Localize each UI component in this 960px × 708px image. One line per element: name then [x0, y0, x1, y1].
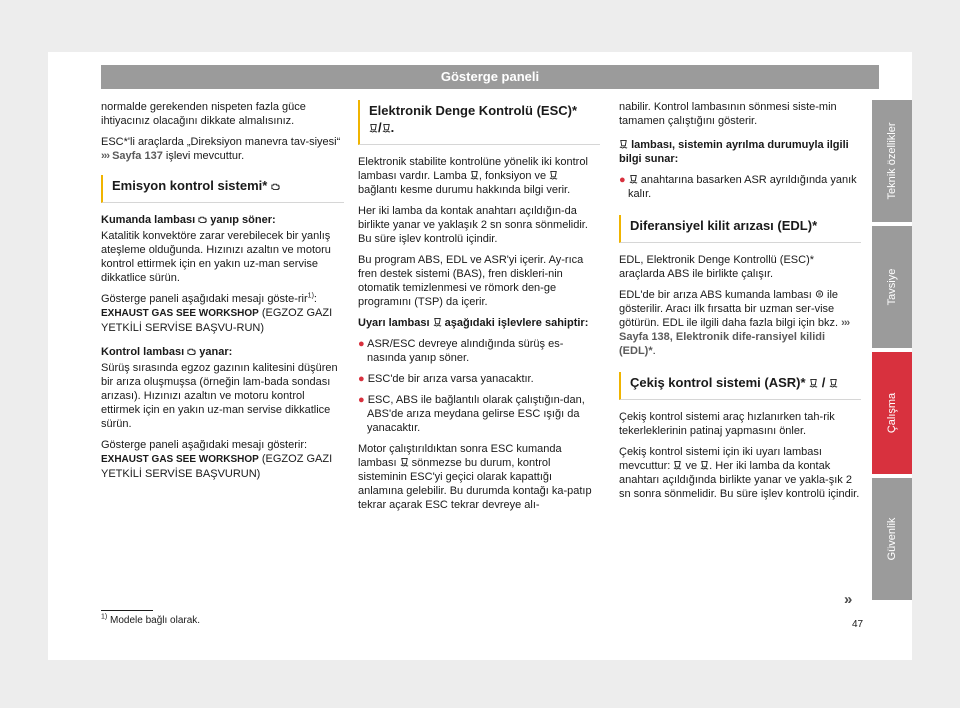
paragraph: Bu program ABS, EDL ve ASR'yi içerir. Ay-rıca fren destek sistemi (BAS), fren diskleri-nin otomatik temizlenmesi ve römork den-ge programını (TSP) da içerir.	[358, 254, 584, 308]
tab-calisma[interactable]: Çalışma	[872, 352, 912, 474]
page-link[interactable]: Sayfa 137	[112, 150, 163, 162]
tab-teknik-ozellikler[interactable]: Teknik özellikler	[872, 100, 912, 222]
engine-warning-icon	[271, 181, 280, 191]
asr-off-icon	[700, 460, 709, 470]
esc-warning-icon	[470, 170, 479, 180]
paragraph: Elektronik stabilite kontrolüne yönelik iki kontrol lambası vardır. Lamba , fonksiyon ve bağlantı kesme durumu hakkında bilgi verir.	[358, 156, 588, 196]
display-message: EXHAUST GAS SEE WORKSHOP	[101, 454, 259, 465]
paragraph: nabilir. Kontrol lambasının sönmesi siste-min tamamen çalıştığını gösterir.	[619, 101, 837, 127]
continue-mark: »	[844, 591, 853, 608]
section-heading: Çekiş kontrol sistemi (ASR)* /	[619, 372, 861, 400]
page-header: Gösterge paneli	[101, 65, 879, 89]
section-heading: Emisyon kontrol sistemi*	[101, 175, 344, 203]
engine-warning-icon	[187, 346, 196, 356]
esc-off-icon	[549, 170, 558, 180]
tab-tavsiye[interactable]: Tavsiye	[872, 226, 912, 348]
paragraph: ESC*'li araçlarda „Direksiyon manevra tav-siyesi“ ››› Sayfa 137 işlevi mevcuttur.	[101, 136, 341, 162]
link-arrows: ›››	[841, 317, 850, 329]
footnote: $^{1)}$ Modele bağlı olarak.	[101, 613, 201, 626]
list-item: ● ESC'de bir arıza varsa yanacaktır.	[358, 373, 534, 385]
esc-off-icon	[382, 123, 391, 133]
paragraph: Katalitik konvektöre zarar verebilecek bir yanlış ateşleme olduğunda. Hızınızı azaltın ve motoru kontrol ettirmek için en yakın uz-man servise dikkatlice sürün.	[101, 230, 331, 284]
subheading: lambası, sistemin ayrılma durumuyla ilgili bilgi sunar:	[619, 139, 849, 165]
paragraph: normalde gerekenden nispeten fazla güce ihtiyacınız olacağını dikkate almalısınız.	[101, 101, 306, 127]
engine-warning-icon	[198, 214, 207, 224]
column-middle	[358, 100, 600, 519]
esc-warning-icon	[433, 317, 442, 327]
esc-off-icon	[619, 139, 628, 149]
esc-warning-icon	[400, 457, 409, 467]
manual-page	[48, 52, 912, 660]
abs-warning-icon	[815, 289, 824, 299]
page-link[interactable]: Sayfa 138, Elektronik dife-ransiyel kilidi (EDL)*	[619, 331, 826, 357]
list-item: ● anahtarına basarken ASR ayrıldığında yanık kalır.	[619, 174, 857, 200]
page-number: 47	[852, 619, 864, 630]
footnote-divider	[101, 610, 153, 611]
tab-guvenlik[interactable]: Güvenlik	[872, 478, 912, 600]
column-right	[619, 100, 861, 508]
paragraph: Motor çalıştırıldıktan sonra ESC kumanda lambası sönmezse bu durum, kontrol sisteminin ESC'yi geçici olarak kapattığı anlamına gelebilir. Bu durumda kontağı ka-patıp tekrar açarak ESC tekrar devreye alı-	[358, 443, 592, 511]
column-left	[101, 100, 344, 488]
footnote-ref: 1)	[307, 292, 314, 300]
paragraph: Her iki lamba da kontak anahtarı açıldığın-da birlikte yanar ve yaklaşık 2 sn sonra sönmelidir. Bu süre işlev kontrolü içindir.	[358, 205, 588, 245]
paragraph: EDL, Elektronik Denge Kontrollü (ESC)* araçlarda ABS ile birlikte çalışır.	[619, 254, 815, 280]
esc-off-icon	[629, 174, 638, 184]
display-message: EXHAUST GAS SEE WORKSHOP	[101, 308, 259, 319]
paragraph: Sürüş sırasında egzoz gazının kalitesini düşüren bir arıza oluşmuşsa (örneğin lam-bada sondası arızası). Hızınızı azaltın ve motoru kontrol ettirmek için en yakın uz-man servise dikkatlice sürün.	[101, 362, 338, 430]
paragraph: EDL'de bir arıza ABS kumanda lambası ile gösterilir. Aracı ilk fırsatta bir uzman ser-vise götürün. EDL ile ilgili daha fazla bilgi için bkz. ››› Sayfa 138, Elektronik dife-ransiyel kilidi (EDL)*.	[619, 289, 850, 357]
asr-warning-icon	[673, 460, 682, 470]
link-arrows: ›››	[101, 150, 109, 162]
subheading: Kontrol lambası yanar:	[101, 346, 233, 358]
subheading: Kumanda lambası yanıp söner:	[101, 214, 276, 226]
list-item: ● ASR/ESC devreye alındığında sürüş es-nasında yanıp söner.	[358, 338, 564, 364]
paragraph: Gösterge paneli aşağıdaki mesajı gösterir: EXHAUST GAS SEE WORKSHOP (EGZOZ GAZI YETKİLİ SERVİSE BAŞVURUN)	[101, 439, 333, 480]
paragraph: Gösterge paneli aşağıdaki mesajı göste-rir$^{1)}$: EXHAUST GAS SEE WORKSHOP (EGZOZ GAZI YETKİLİ SERVİSE BAŞVU-RUN)	[101, 292, 333, 334]
list-item: ● ESC, ABS ile bağlantılı olarak çalıştığın-dan, ABS'de arıza meydana gelirse ESC ışığı da yanacaktır.	[358, 394, 585, 434]
subheading: Uyarı lambası aşağıdaki işlevlere sahiptir:	[358, 317, 589, 329]
section-heading: Diferansiyel kilit arızası (EDL)*	[619, 215, 861, 243]
section-heading: Elektronik Denge Kontrolü (ESC)* / .	[358, 100, 600, 145]
paragraph: Çekiş kontrol sistemi için iki uyarı lambası mevcuttur: ve . Her iki lamba da kontak anahtarı açıldığında birlikte yanar ve yakla-şık 2 sn sonra sönmelidir. Bu süre işlev kontrolü içindir.	[619, 446, 860, 500]
asr-warning-icon	[809, 378, 818, 388]
asr-off-icon	[829, 378, 838, 388]
paragraph: Çekiş kontrol sistemi araç hızlanırken tah-rik tekerleklerinin patinaj yapmasını önler.	[619, 411, 835, 437]
esc-warning-icon	[369, 123, 378, 133]
